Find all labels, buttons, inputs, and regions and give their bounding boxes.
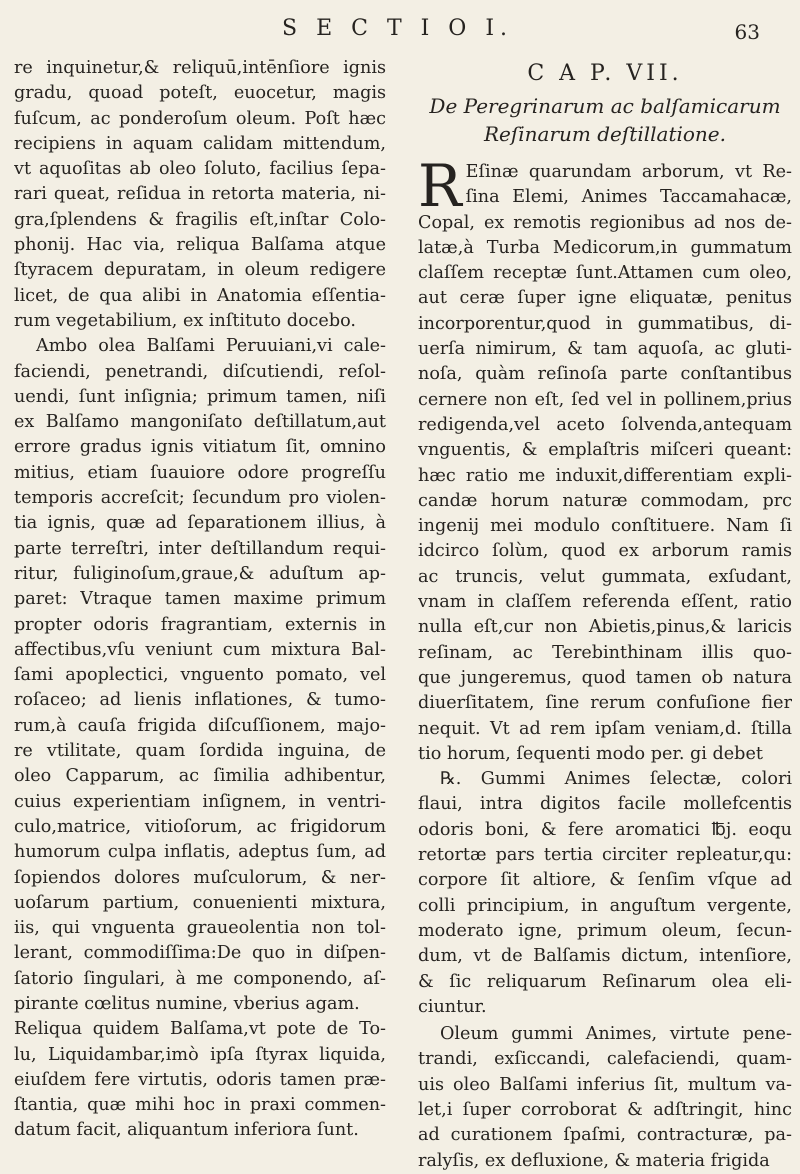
text-line: faciendi, penetrandi, diſcutiendi, reſol- [14, 361, 386, 382]
text-line: rari queat, reſidua in retorta materia, ni- [14, 184, 386, 205]
drop-cap: R [418, 152, 462, 220]
text-line: ciuntur. [418, 996, 487, 1017]
text-line: latæ,à Turba Medicorum,in gummatum [418, 237, 792, 258]
paragraph-1 [418, 152, 792, 1020]
text-line: ſtyracem depuratam, in oleum redigere [14, 260, 386, 281]
text-line: nulla eſt,cur non Abietis,pinus,& laricis [418, 617, 792, 638]
text-line: ℞. Gummi Animes ſelectæ, colori [440, 769, 792, 790]
text-line: cuius experientiam inſignem, in ventri- [14, 791, 386, 812]
text-line: incorporentur,quod in gummatibus, di- [418, 313, 792, 334]
chapter-heading: C A P. VII. [527, 61, 683, 86]
text-line: let,i ſuper corroborat & adſtringit, hinc [418, 1099, 792, 1120]
text-line: tio horum, ſequenti modo per. gi debet [418, 743, 763, 764]
text-line: idcirco ſolùm, quod ex arborum ramis [418, 541, 792, 562]
chapter-title-line-2: Reſinarum deſtillatione. [483, 122, 726, 146]
text-line: ralyſis, ex defluxione, & materia frigida [418, 1150, 770, 1171]
text-line: fuſcum, ac ponderoſum oleum. Poſt hæc [14, 108, 386, 129]
text-line: re inquinetur,& reliquū,intēnſiore ignis [14, 58, 386, 78]
text-line: lerant, commodiſſima:De quo in diſpen- [14, 943, 386, 964]
right-column [418, 56, 792, 1174]
text-line: uoſarum partium, conuenienti mixtura, [14, 892, 386, 913]
text-line: recipiens in aquam calidam mittendum, [14, 133, 386, 154]
text-line: que jungeremus, quod tamen ob natura [418, 667, 792, 688]
text-line: Copal, ex remotis regionibus ad nos de- [418, 212, 792, 233]
text-line: iis, qui vnguenta graueolentia non tol- [14, 918, 386, 939]
text-line: Ambo olea Balſami Peruuiani,vi cale- [36, 336, 386, 357]
text-line: claſſem receptæ ſunt.Attamen cum oleo, [418, 263, 792, 284]
text-line: vnam in claſſem referenda eſſent, ratio [418, 592, 792, 613]
text-line: Oleum gummi Animes, virtute pene- [440, 1024, 792, 1045]
text-line: mitius, etiam ſuauiore odore progreſſu [14, 462, 386, 483]
text-line: ex Balſamo mangoniſato deſtillatum,aut [14, 412, 386, 433]
text-line: ingenij mei modulo conſtituere. Nam ſi [418, 516, 792, 537]
chapter-title [418, 92, 792, 160]
text-line: parte terreſtri, inter deſtillandum requi- [14, 538, 386, 559]
text-line: ac truncis, velut gummata, exſudant, [418, 566, 792, 587]
text-line: diuerſitatem, ſine rerum confuſione fier [418, 693, 792, 714]
text-line: aut ceræ ſuper igne eliquatæ, penitus [418, 288, 792, 309]
text-line: errore gradus ignis vitiatum ſit, omnino [14, 437, 386, 458]
text-line: ſatorio ſingulari, à me componendo, aſ- [14, 968, 386, 989]
text-line: corpore ſit altiore, & ſenſim vſque ad [418, 870, 792, 891]
text-line: ritur, fuliginoſum,graue,& aduſtum ap- [14, 563, 386, 584]
text-line: lu, Liquidambar,imò ipſa ſtyrax liquida, [14, 1044, 386, 1065]
text-line: uendi, ſunt inſignia; primum tamen, niſi [14, 386, 386, 407]
text-line: eiuſdem fere virtutis, odoris tamen præ- [14, 1069, 386, 1090]
text-line: hæc ratio me induxit,differentiam expli- [418, 465, 792, 486]
text-line: ſopiendos dolores muſculorum, & ner- [14, 867, 386, 888]
text-line: licet, de qua alibi in Anatomia eſſentia- [14, 285, 386, 306]
text-line: culo,matrice, vitioſorum, ac frigidorum [14, 816, 386, 837]
text-line: Eſinæ quarundam arborum, vt Re- [465, 162, 792, 182]
left-column [14, 56, 386, 1144]
text-line: odoris boni, & fere aromatici ℔j. eoqu [418, 819, 792, 840]
text-line: & ſic reliquarum Reſinarum olea eli- [418, 971, 792, 992]
text-line: propter odoris fragrantiam, externis in [14, 614, 386, 635]
text-line: ad curationem ſpaſmi, contracturæ, pa- [418, 1125, 792, 1146]
text-line: rum,à cauſa frigida diſcuſſionem, majo- [14, 715, 386, 736]
text-line: paret: Vtraque tamen maxime primum [14, 589, 386, 610]
text-line: colli principium, in anguſtum vergente, [418, 895, 792, 916]
text-line: re vtilitate, quam ſordida inguina, de [14, 741, 386, 762]
text-line: redigenda,vel aceto ſolvenda,antequam [418, 414, 792, 435]
running-head [282, 16, 760, 48]
text-line: datum facit, aliquantum inferiora ſunt. [14, 1120, 359, 1141]
text-line: nequit. Vt ad rem ipſam veniam,d. ſtilla [418, 718, 792, 739]
text-line: cernere non eſt, ſed vel in pollinem,prius [418, 389, 792, 410]
text-line: uerſa nimirum, & tam aquoſa, ac gluti- [418, 339, 792, 360]
text-line: temporis accreſcit; ſecundum pro violen- [14, 488, 386, 509]
chapter-title-line-1: De Peregrinarum ac balſamicarum [429, 94, 781, 118]
text-line: vnguentis, & emplaſtris miſceri queant: [418, 440, 792, 461]
text-line: rum vegetabilium, ex inſtituto docebo. [14, 310, 356, 331]
text-line: oleo Capparum, ac ſimilia adhibentur, [14, 766, 386, 787]
text-line: ſtantia, quæ mihi hoc in praxi commen- [14, 1095, 386, 1116]
text-line: uis oleo Balſami inferius ſit, multum va- [418, 1074, 792, 1095]
text-line: gra,ſplendens & fragilis eſt,inſtar Colo- [14, 209, 386, 230]
text-line: ſami apoplectici, vnguento pomato, vel [14, 665, 386, 686]
text-line: vt aquoſitas ab oleo ſoluto, facilius ſepa- [14, 159, 386, 180]
text-line: trandi, exſiccandi, calefaciendi, quam- [418, 1049, 792, 1070]
text-line: reſinam, ac Terebinthinam illis quo- [418, 642, 792, 663]
text-line: dum, vt de Balſamis dictum, intenſiore, [418, 946, 792, 967]
section-heading: S E C T I O I. [282, 16, 514, 41]
text-line: ſina Elemi, Animes Taccamahacæ, [465, 187, 792, 208]
text-line: moderato igne, primum oleum, ſecun- [418, 920, 792, 941]
text-line: gradu, quoad poteſt, euocetur, magis [14, 83, 386, 104]
page-number: 63 [734, 20, 760, 44]
paragraph-2 [418, 1022, 792, 1174]
text-line: humorum culpa inflatis, adeptus ſum, ad [14, 842, 386, 863]
text-line: noſa, quàm reſinoſa parte conſtantibus [418, 364, 792, 385]
text-line: flaui, intra digitos facile mollefcentis [418, 794, 792, 815]
text-line: tia ignis, quæ ad ſeparationem illius, à [14, 513, 386, 534]
text-line: candæ horum naturæ commodam, prc [418, 490, 792, 511]
text-line: pirante cœlitus numine, vberius agam. [14, 993, 360, 1014]
text-line: affectibus,vſu veniunt cum mixtura Bal- [14, 639, 386, 660]
text-line: Reliqua quidem Balſama,vt pote de To- [14, 1019, 386, 1040]
text-line: phonij. Hac via, reliqua Balſama atque [14, 235, 386, 256]
text-line: retortæ pars tertia circiter repleatur,qu: [418, 845, 792, 866]
text-line: roſaceo; ad lienis inflationes, & tumo- [14, 690, 386, 711]
